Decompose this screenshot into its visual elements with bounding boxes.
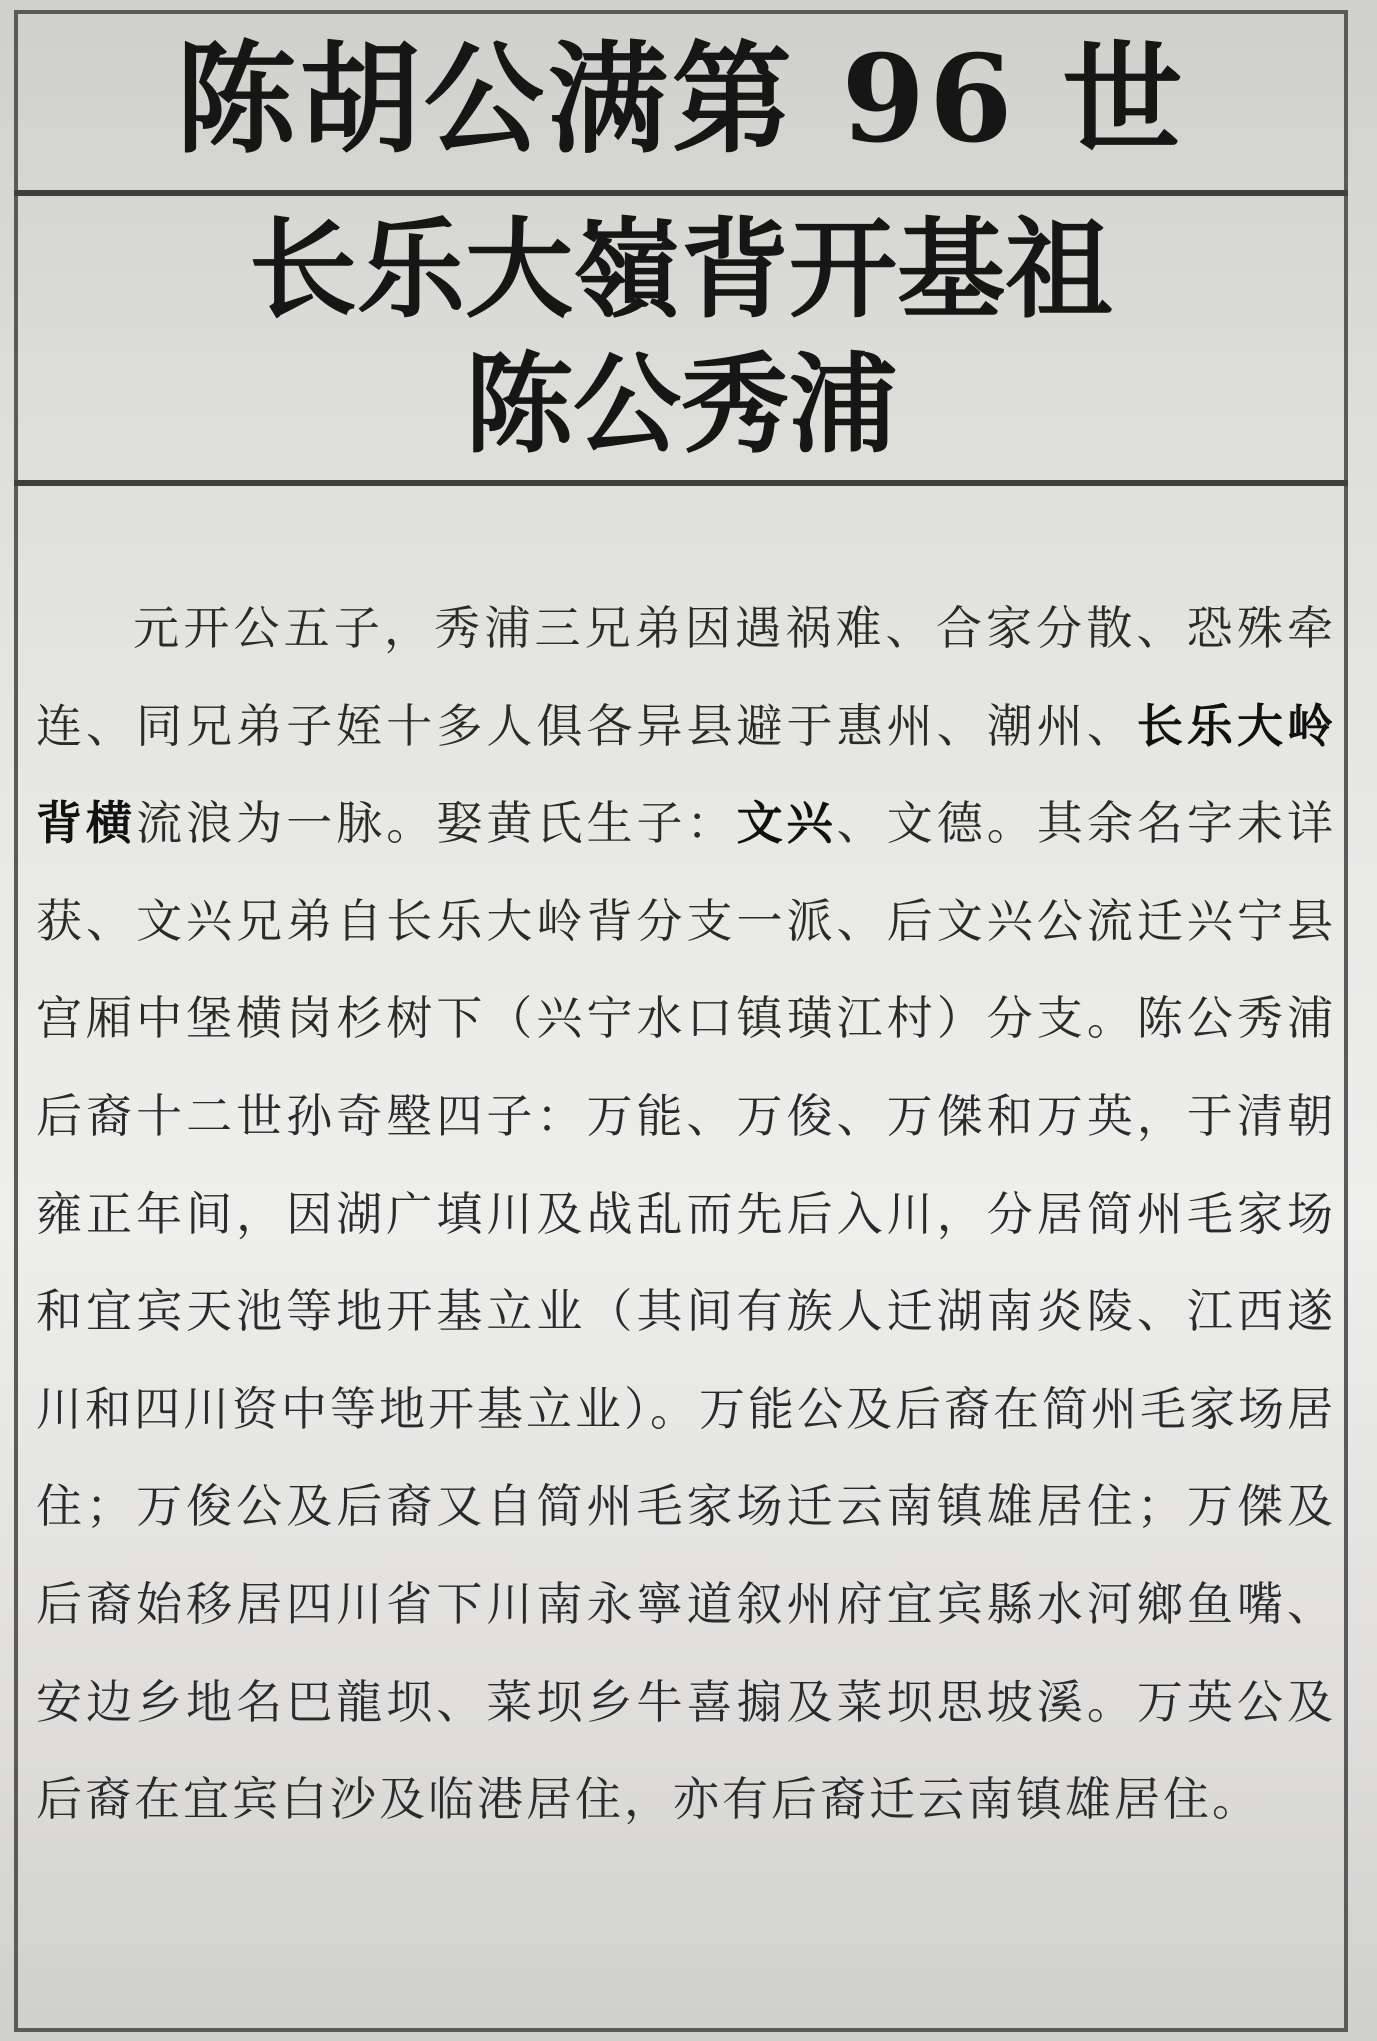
- body-emphasis-1: 长乐大岭背横: [36, 698, 1337, 851]
- body-segment-2: 流浪为一脉。娶黄氏生子：: [136, 796, 737, 851]
- body-segment-3: 、文德。其余名字未详获、文兴兄弟自长乐大岭背分支一派、后文兴公流迁兴宁县宫厢中堡横岗杉树下（兴宁水口镇璜江村）分支。陈公秀浦后裔十二世孙奇壂四子：万能、万俊、万傑和万英，于清朝雍正年间，因湖广填川及战乱而先后入川，分居简州毛家场和宜宾天池等地开基立业（其间有族人迁湖南炎陵、江西遂川和四川资中等地开基立业）。万能公及后裔在简州毛家场居住；万俊公及后裔又自简州毛家场迁云南镇雄居住；万傑及后裔始移居四川省下川南永寧道叙州府宜宾縣水河鄉鱼嘴、安边乡地名巴龍坝、菜坝乡牛喜搧及菜坝思坡溪。万英公及后裔在宜宾白沙及临港居住，亦有后裔迁云南镇雄居住。: [36, 796, 1337, 1827]
- subtitle-band: [14, 196, 1348, 486]
- body-segment-1: 元开公五子，秀浦三兄弟因遇祸难、合家分散、恐殊牵连、同兄弟子姪十多人俱各异县避于惠州、潮州、: [36, 601, 1336, 753]
- body-text: [36, 580, 1336, 1849]
- body-emphasis-2: 文兴: [736, 796, 837, 851]
- subtitle-line-1: 长乐大嶺背开基祖: [248, 207, 1113, 333]
- body-paragraph: [36, 580, 1336, 1849]
- subtitle-line-2: 陈公秀浦: [464, 342, 897, 468]
- page-title: 陈胡公满第 96 世: [175, 29, 1187, 170]
- title-band: [14, 10, 1348, 196]
